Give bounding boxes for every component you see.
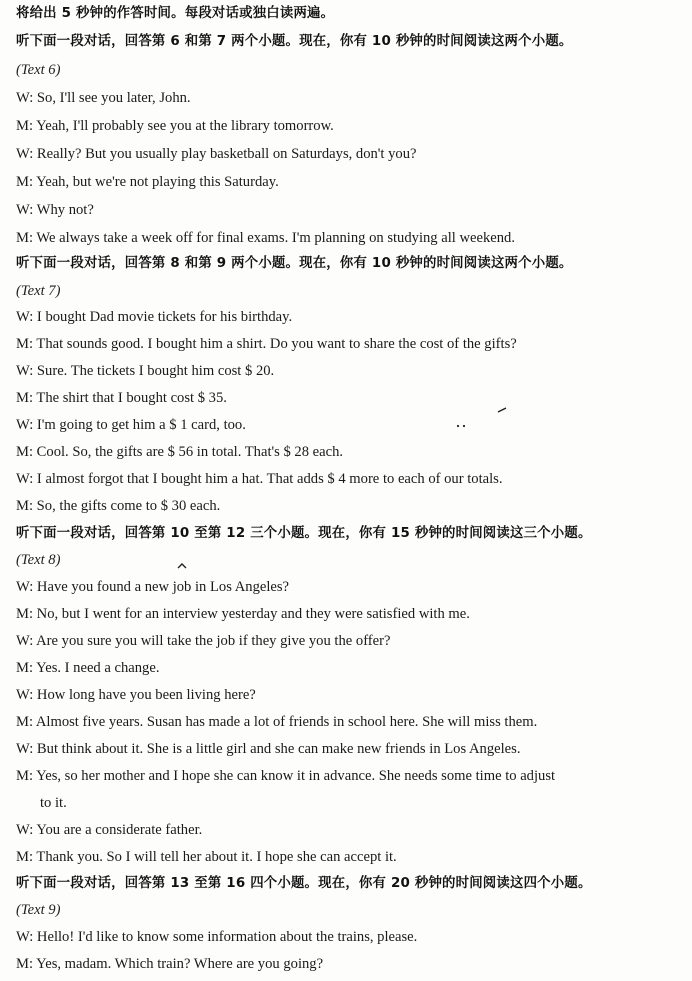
text-label: (Text 6) [16, 62, 61, 78]
dialogue-line: W: I bought Dad movie tickets for his birthday. [16, 309, 293, 325]
dialogue-line: W: Really? But you usually play basketball on Saturdays, don't you? [16, 146, 417, 162]
instruction-line: 将给出 5 秒钟的作答时间。每段对话或独白读两遍。 [16, 6, 335, 21]
dialogue-line: M: Yeah, I'll probably see you at the library tomorrow. [16, 118, 334, 134]
dialogue-line: M: Yes. I need a change. [16, 660, 160, 676]
dialogue-line: M: We always take a week off for final exams. I'm planning on studying all weekend. [16, 230, 515, 246]
dialogue-line: M: The shirt that I bought cost $ 35. [16, 390, 227, 406]
dialogue-line: W: You are a considerate father. [16, 822, 203, 838]
dialogue-line: M: Thank you. So I will tell her about it. I hope she can accept it. [16, 849, 397, 865]
text-label: (Text 8) [16, 552, 61, 568]
dialogue-line: M: No, but I went for an interview yesterday and they were satisfied with me. [16, 606, 470, 622]
section-instruction: 听下面一段对话，回答第 6 和第 7 两个小题。现在，你有 10 秒钟的时间阅读这两个小题。 [16, 34, 573, 49]
dialogue-line: W: Why not? [16, 202, 94, 218]
section-instruction: 听下面一段对话，回答第 13 至第 16 四个小题。现在，你有 20 秒钟的时间阅读这四个小题。 [16, 876, 592, 891]
dialogue-line: M: Yes, so her mother and I hope she can know it in advance. She needs some time to adjust [16, 768, 556, 784]
dialogue-line: W: I'm going to get him a $ 1 card, too. [16, 417, 246, 433]
dialogue-line: W: I almost forgot that I bought him a hat. That adds $ 4 more to each of our totals. [16, 471, 503, 487]
text-label: (Text 7) [16, 283, 61, 299]
dialogue-line: W: How long have you been living here? [16, 687, 256, 703]
section-instruction: 听下面一段对话，回答第 10 至第 12 三个小题。现在，你有 15 秒钟的时间阅读这三个小题。 [16, 526, 592, 541]
dialogue-line: W: But think about it. She is a little girl and she can make new friends in Los Angeles. [16, 741, 521, 757]
dialogue-line: M: Yeah, but we're not playing this Saturday. [16, 174, 279, 190]
dialogue-line: W: Sure. The tickets I bought him cost $ 20. [16, 363, 275, 379]
dialogue-line: W: Have you found a new job in Los Angeles? [16, 579, 290, 595]
text-label: (Text 9) [16, 902, 61, 918]
scan-speck-mark [450, 400, 510, 430]
dialogue-continuation: to it. [40, 795, 67, 811]
dialogue-line: M: Cool. So, the gifts are $ 56 in total. That's $ 28 each. [16, 444, 344, 460]
section-instruction: 听下面一段对话，回答第 8 和第 9 两个小题。现在，你有 10 秒钟的时间阅读这两个小题。 [16, 256, 573, 271]
dialogue-line: W: Hello! I'd like to know some information about the trains, please. [16, 929, 418, 945]
dialogue-line: M: Almost five years. Susan has made a lot of friends in school here. She will miss them. [16, 714, 538, 730]
dialogue-line: M: So, the gifts come to $ 30 each. [16, 498, 221, 514]
dialogue-line: M: Yes, madam. Which train? Where are you going? [16, 956, 324, 972]
dialogue-line: M: That sounds good. I bought him a shirt. Do you want to share the cost of the gifts? [16, 336, 517, 352]
dialogue-line: W: Are you sure you will take the job if they give you the offer? [16, 633, 391, 649]
dialogue-line: W: So, I'll see you later, John. [16, 90, 191, 106]
scan-tick-mark [176, 560, 192, 572]
